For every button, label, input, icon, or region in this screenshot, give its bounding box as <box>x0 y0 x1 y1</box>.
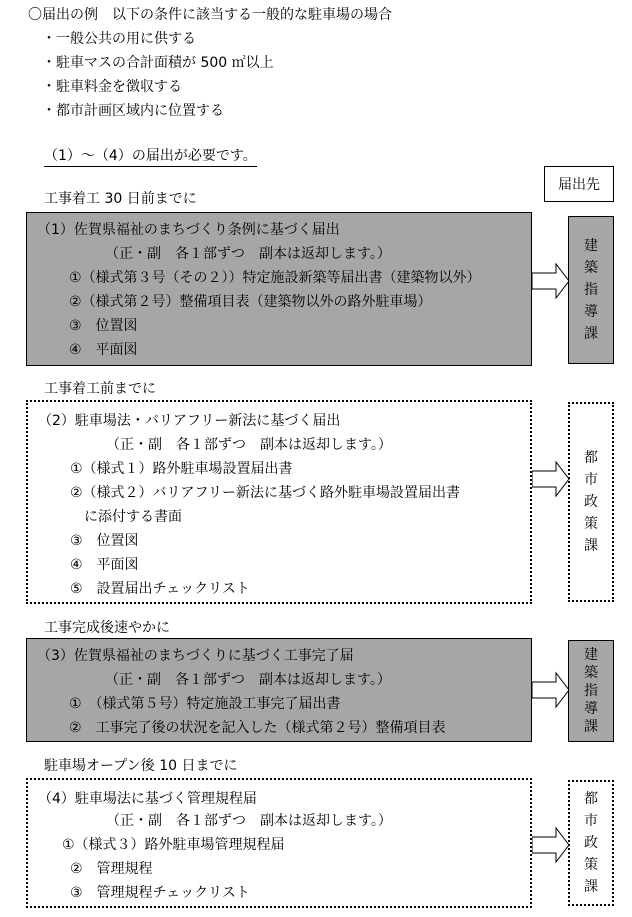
destination-char: 政 <box>584 835 598 851</box>
destination-char: 課 <box>584 326 598 342</box>
step-item: ② 工事完了後の状況を記入した（様式第２号）整備項目表 <box>69 720 446 736</box>
step-item: ① （様式第５号）特定施設工事完了届出書 <box>69 696 341 712</box>
step-box <box>26 638 532 742</box>
step-item: ③ 位置図 <box>70 533 139 549</box>
step-item: ③ 位置図 <box>69 318 138 334</box>
arrow-right-icon <box>532 262 570 300</box>
step-note: （正・副 各１部ずつ 副本は返却します。） <box>106 437 392 453</box>
step-timing: 工事完成後速やかに <box>44 620 170 636</box>
step-item: ②（様式第２号）整備項目表（建築物以外の路外駐車場） <box>69 294 432 310</box>
step-note: （正・副 各１部ずつ 副本は返却します。） <box>106 813 392 829</box>
step-item: ② 管理規程 <box>70 861 153 877</box>
destination-char: 市 <box>584 813 598 829</box>
arrow-right-icon <box>532 460 570 498</box>
summary-text: （1）～（4）の届出が必要です。 <box>44 147 257 167</box>
destination-char: 指 <box>584 683 598 699</box>
step-item: ③ 管理規程チェックリスト <box>70 885 250 901</box>
destination-char: 策 <box>584 516 598 532</box>
destination-char: 都 <box>584 791 598 807</box>
destination-char: 指 <box>584 282 598 298</box>
destination-char: 課 <box>584 538 598 554</box>
step-timing: 工事着工 30 日前までに <box>44 191 197 207</box>
step-timing: 駐車場オープン後 10 日までに <box>44 758 238 774</box>
intro-heading: 〇届出の例 以下の条件に該当する一般的な駐車場の場合 <box>28 7 392 23</box>
step-timing: 工事着工前までに <box>44 381 156 397</box>
destination-char: 導 <box>584 304 598 320</box>
destination-box <box>568 216 614 364</box>
step-item: ②（様式２）バリアフリー新法に基づく路外駐車場設置届出書 <box>70 485 460 501</box>
step-title: （4）駐車場法に基づく管理規程届 <box>38 791 257 807</box>
step-item: ④ 平面図 <box>69 342 138 358</box>
step-item: に添付する書面 <box>84 509 182 525</box>
destination-header-label: 届出先 <box>558 177 600 193</box>
destination-char: 築 <box>584 260 598 276</box>
destination-char: 建 <box>584 238 598 254</box>
destination-box <box>568 640 614 742</box>
step-note: （正・副 各１部ずつ 副本は返却します。） <box>105 246 391 262</box>
destination-char: 政 <box>584 494 598 510</box>
step-box <box>26 212 532 366</box>
step-item: ①（様式１）路外駐車場設置届出書 <box>70 461 293 477</box>
destination-box <box>568 780 614 906</box>
condition-item: ・一般公共の用に供する <box>42 31 196 47</box>
destination-char: 課 <box>584 719 598 735</box>
destination-char: 導 <box>584 701 598 717</box>
step-item: ①（様式３）路外駐車場管理規程届 <box>62 837 285 853</box>
condition-item: ・都市計画区域内に位置する <box>42 103 224 119</box>
step-box <box>26 778 532 908</box>
step-title: （1）佐賀県福祉のまちづくり条例に基づく届出 <box>37 222 340 238</box>
step-item: ④ 平面図 <box>70 557 139 573</box>
step-title: （2）駐車場法・バリアフリー新法に基づく届出 <box>38 413 341 429</box>
destination-header <box>544 166 614 202</box>
destination-box <box>568 402 614 602</box>
destination-char: 市 <box>584 472 598 488</box>
destination-char: 策 <box>584 857 598 873</box>
condition-item: ・駐車マスの合計面積が 500 ㎡以上 <box>42 55 274 71</box>
destination-char: 課 <box>584 879 598 895</box>
destination-char: 建 <box>584 647 598 663</box>
arrow-right-icon <box>532 826 570 864</box>
step-note: （正・副 各１部ずつ 副本は返却します。） <box>105 672 391 688</box>
arrow-right-icon <box>532 671 570 709</box>
step-box <box>26 400 532 604</box>
destination-char: 築 <box>584 665 598 681</box>
condition-item: ・駐車料金を徴収する <box>42 79 182 95</box>
step-item: ①（様式第３号（その２））特定施設新築等届出書（建築物以外） <box>69 270 481 286</box>
step-item: ⑤ 設置届出チェックリスト <box>70 581 250 597</box>
destination-char: 都 <box>584 450 598 466</box>
step-title: （3）佐賀県福祉のまちづくりに基づく工事完了届 <box>37 648 354 664</box>
